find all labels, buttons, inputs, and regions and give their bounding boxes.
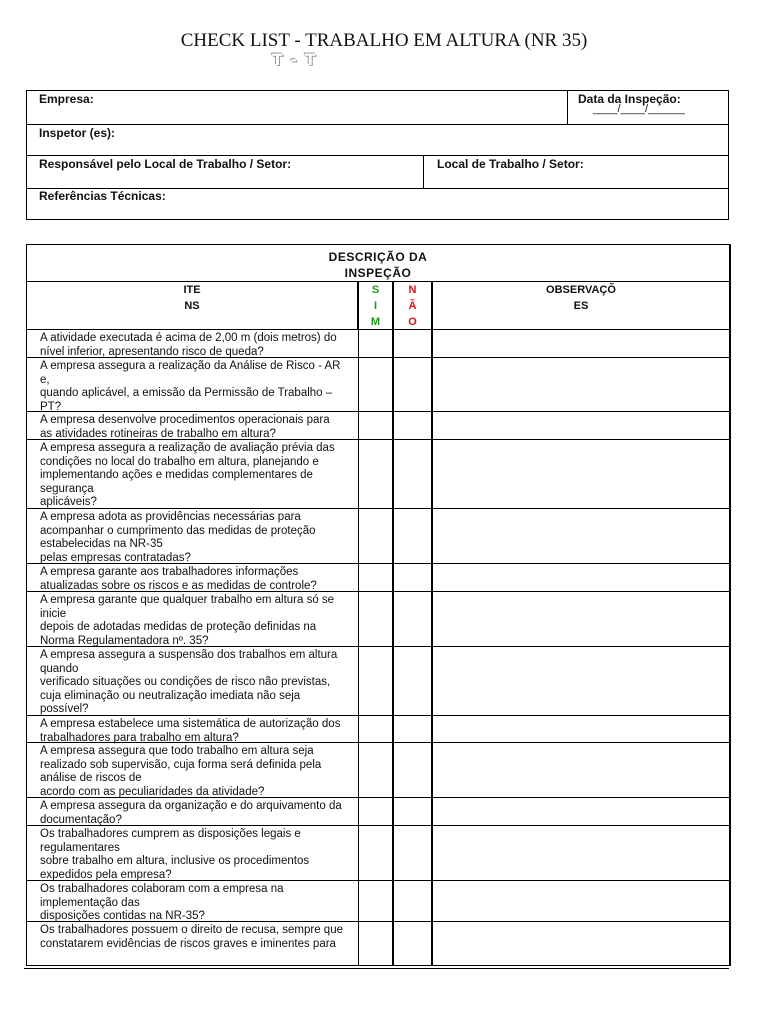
checklist-row bbox=[26, 716, 731, 743]
signature-line bbox=[108, 965, 660, 966]
table-caption bbox=[26, 244, 731, 282]
checklist-item-text: A empresa assegura da organização e do arquivamento da documentação? bbox=[40, 800, 342, 826]
sim-checkbox[interactable] bbox=[358, 509, 393, 564]
sim-checkbox[interactable] bbox=[358, 592, 393, 647]
checklist-item bbox=[26, 798, 358, 826]
col-header-itens bbox=[26, 282, 358, 330]
checklist-item bbox=[26, 330, 358, 358]
nao-checkbox[interactable] bbox=[393, 716, 432, 743]
nao-checkbox[interactable] bbox=[393, 564, 432, 592]
checklist-item bbox=[26, 564, 358, 592]
sim-checkbox[interactable] bbox=[358, 826, 393, 881]
checklist-item bbox=[26, 647, 358, 716]
sim-checkbox[interactable] bbox=[358, 564, 393, 592]
checklist-item-text: Os trabalhadores cumprem as disposições legais e regulamentares sobre trabalho em altura, inclusive os procedimentos expedidos pela empresa? bbox=[40, 828, 310, 881]
checklist-item bbox=[26, 743, 358, 798]
col-header-sim bbox=[358, 282, 393, 330]
checklist-item-text: A empresa assegura que todo trabalho em altura seja realizado sob supervisão, cuja forma será definida pela análise de riscos de acordo com as peculiaridades da atividade? bbox=[40, 745, 322, 798]
checklist-row bbox=[26, 743, 731, 798]
checklist-item-text: Os trabalhadores colaboram com a empresa na implementação das disposições contidas na NR-35? bbox=[40, 883, 284, 923]
checklist-item bbox=[26, 412, 358, 440]
sim-checkbox[interactable] bbox=[358, 798, 393, 826]
checklist-item bbox=[26, 509, 358, 564]
observacoes-field[interactable] bbox=[432, 647, 731, 716]
nao-checkbox[interactable] bbox=[393, 647, 432, 716]
checklist-item-text: Os trabalhadores possuem o direito de recusa, sempre que constatarem evidências de riscos graves e iminentes para bbox=[40, 924, 343, 950]
checklist-row bbox=[26, 922, 731, 966]
checklist-row bbox=[26, 881, 731, 922]
checklist-item-text: A empresa estabelece uma sistemática de autorização dos trabalhadores para trabalho em altura? bbox=[40, 718, 341, 744]
page-title: CHECK LIST - TRABALHO EM ALTURA (NR 35) bbox=[180, 30, 588, 51]
checklist-row bbox=[26, 647, 731, 716]
checklist-item-text: A empresa garante aos trabalhadores informações atualizadas sobre os riscos e as medidas de controle? bbox=[40, 566, 317, 592]
col-itens-line2: NS bbox=[184, 300, 200, 312]
sim-checkbox[interactable] bbox=[358, 647, 393, 716]
checklist-row bbox=[26, 592, 731, 647]
nao-checkbox[interactable] bbox=[393, 798, 432, 826]
checklist-item-text: A atividade executada é acima de 2,00 m (dois metros) do nível inferior, apresentando risco de queda? bbox=[40, 332, 337, 358]
sim-checkbox[interactable] bbox=[358, 922, 393, 966]
nao-checkbox[interactable] bbox=[393, 358, 432, 412]
row-responsavel bbox=[27, 156, 728, 189]
nao-letter: N bbox=[408, 284, 417, 296]
checklist-row bbox=[26, 798, 731, 826]
checklist-row bbox=[26, 509, 731, 564]
empresa-label: Empresa: bbox=[39, 92, 94, 106]
observacoes-field[interactable] bbox=[432, 826, 731, 881]
logo-mark: T - T bbox=[272, 50, 317, 69]
nao-checkbox[interactable] bbox=[393, 330, 432, 358]
observacoes-field[interactable] bbox=[432, 412, 731, 440]
observacoes-field[interactable] bbox=[432, 798, 731, 826]
checklist-item-text: A empresa garante que qualquer trabalho em altura só se inicie depois de adotadas medidas de proteção definidas na Norma Regulamentadora nº. 35? bbox=[40, 594, 335, 647]
checklist-item-text: A empresa adota as providências necessárias para acompanhar o cumprimento das medidas de proteção estabelecidas na NR-35 pelas empresas contratadas? bbox=[40, 511, 316, 564]
nao-checkbox[interactable] bbox=[393, 743, 432, 798]
col-itens-line1: ITE bbox=[183, 284, 201, 296]
col-header-observacoes bbox=[432, 282, 731, 330]
nao-letter: Ã bbox=[408, 300, 417, 312]
nao-checkbox[interactable] bbox=[393, 826, 432, 881]
nao-letter: O bbox=[408, 316, 417, 328]
sim-checkbox[interactable] bbox=[358, 358, 393, 412]
row-empresa bbox=[27, 91, 728, 125]
page-bottom-line bbox=[24, 968, 729, 969]
sim-checkbox[interactable] bbox=[358, 330, 393, 358]
checklist-item-text: A empresa assegura a suspensão dos trabalhos em altura quando verificado situações ou condições de risco não previstas, cuja eliminação ou neutralização imediata não seja possível? bbox=[40, 649, 338, 716]
sim-letter: S bbox=[371, 284, 380, 296]
checklist-item bbox=[26, 826, 358, 881]
observacoes-field[interactable] bbox=[432, 330, 731, 358]
nao-checkbox[interactable] bbox=[393, 592, 432, 647]
sim-checkbox[interactable] bbox=[358, 412, 393, 440]
sim-letter: M bbox=[370, 316, 381, 328]
checklist-item bbox=[26, 881, 358, 922]
col-header-nao bbox=[393, 282, 432, 330]
col-obs-line1: OBSERVAÇÕ bbox=[546, 284, 616, 296]
observacoes-field[interactable] bbox=[432, 358, 731, 412]
checklist-row bbox=[26, 564, 731, 592]
row-inspetor bbox=[27, 125, 728, 156]
nao-checkbox[interactable] bbox=[393, 922, 432, 966]
checklist-row bbox=[26, 440, 731, 509]
local-trabalho-label: Local de Trabalho / Setor: bbox=[437, 157, 584, 171]
checklist-item-text: A empresa assegura a realização da Análise de Risco - AR e, quando aplicável, a emissão da Permissão de Trabalho – PT? bbox=[40, 360, 341, 413]
sim-letter: I bbox=[373, 300, 378, 312]
checklist-row bbox=[26, 412, 731, 440]
observacoes-field[interactable] bbox=[432, 564, 731, 592]
observacoes-field[interactable] bbox=[432, 509, 731, 564]
caption-line-2: INSPEÇÃO bbox=[344, 266, 412, 280]
sim-checkbox[interactable] bbox=[358, 716, 393, 743]
data-inspecao-field[interactable]: ____/____/______ bbox=[593, 103, 685, 115]
nao-checkbox[interactable] bbox=[393, 412, 432, 440]
observacoes-field[interactable] bbox=[432, 922, 731, 966]
observacoes-field[interactable] bbox=[432, 743, 731, 798]
sim-checkbox[interactable] bbox=[358, 743, 393, 798]
caption-line-1: DESCRIÇÃO DA bbox=[328, 250, 428, 264]
data-inspecao-label: Data da Inspeção: bbox=[578, 92, 681, 106]
checklist-row bbox=[26, 358, 731, 412]
checklist-item bbox=[26, 716, 358, 743]
observacoes-field[interactable] bbox=[432, 440, 731, 509]
checklist-item bbox=[26, 922, 358, 966]
checklist-row bbox=[26, 330, 731, 358]
nao-checkbox[interactable] bbox=[393, 440, 432, 509]
col-obs-line2: ES bbox=[573, 300, 589, 312]
checklist-item bbox=[26, 358, 358, 412]
observacoes-field[interactable] bbox=[432, 592, 731, 647]
checklist-item-text: A empresa assegura a realização de avaliação prévia das condições no local do trabalho em altura, planejando e implementando ações e medidas complementares de segurança aplicáveis? bbox=[40, 442, 335, 509]
observacoes-field[interactable] bbox=[432, 716, 731, 743]
checklist-item-text: A empresa desenvolve procedimentos operacionais para as atividades rotineiras de trabalho em altura? bbox=[40, 414, 330, 440]
responsavel-label: Responsável pelo Local de Trabalho / Setor: bbox=[39, 157, 292, 171]
nao-checkbox[interactable] bbox=[393, 509, 432, 564]
observacoes-field[interactable] bbox=[432, 881, 731, 922]
checklist-row bbox=[26, 826, 731, 881]
referencias-label: Referências Técnicas: bbox=[39, 189, 166, 203]
nao-checkbox[interactable] bbox=[393, 881, 432, 922]
checklist-item bbox=[26, 440, 358, 509]
checklist-item bbox=[26, 592, 358, 647]
sim-checkbox[interactable] bbox=[358, 881, 393, 922]
column-headers bbox=[26, 282, 731, 330]
sim-checkbox[interactable] bbox=[358, 440, 393, 509]
inspection-header-form bbox=[26, 90, 729, 220]
inspetor-label: Inspetor (es): bbox=[39, 126, 116, 140]
